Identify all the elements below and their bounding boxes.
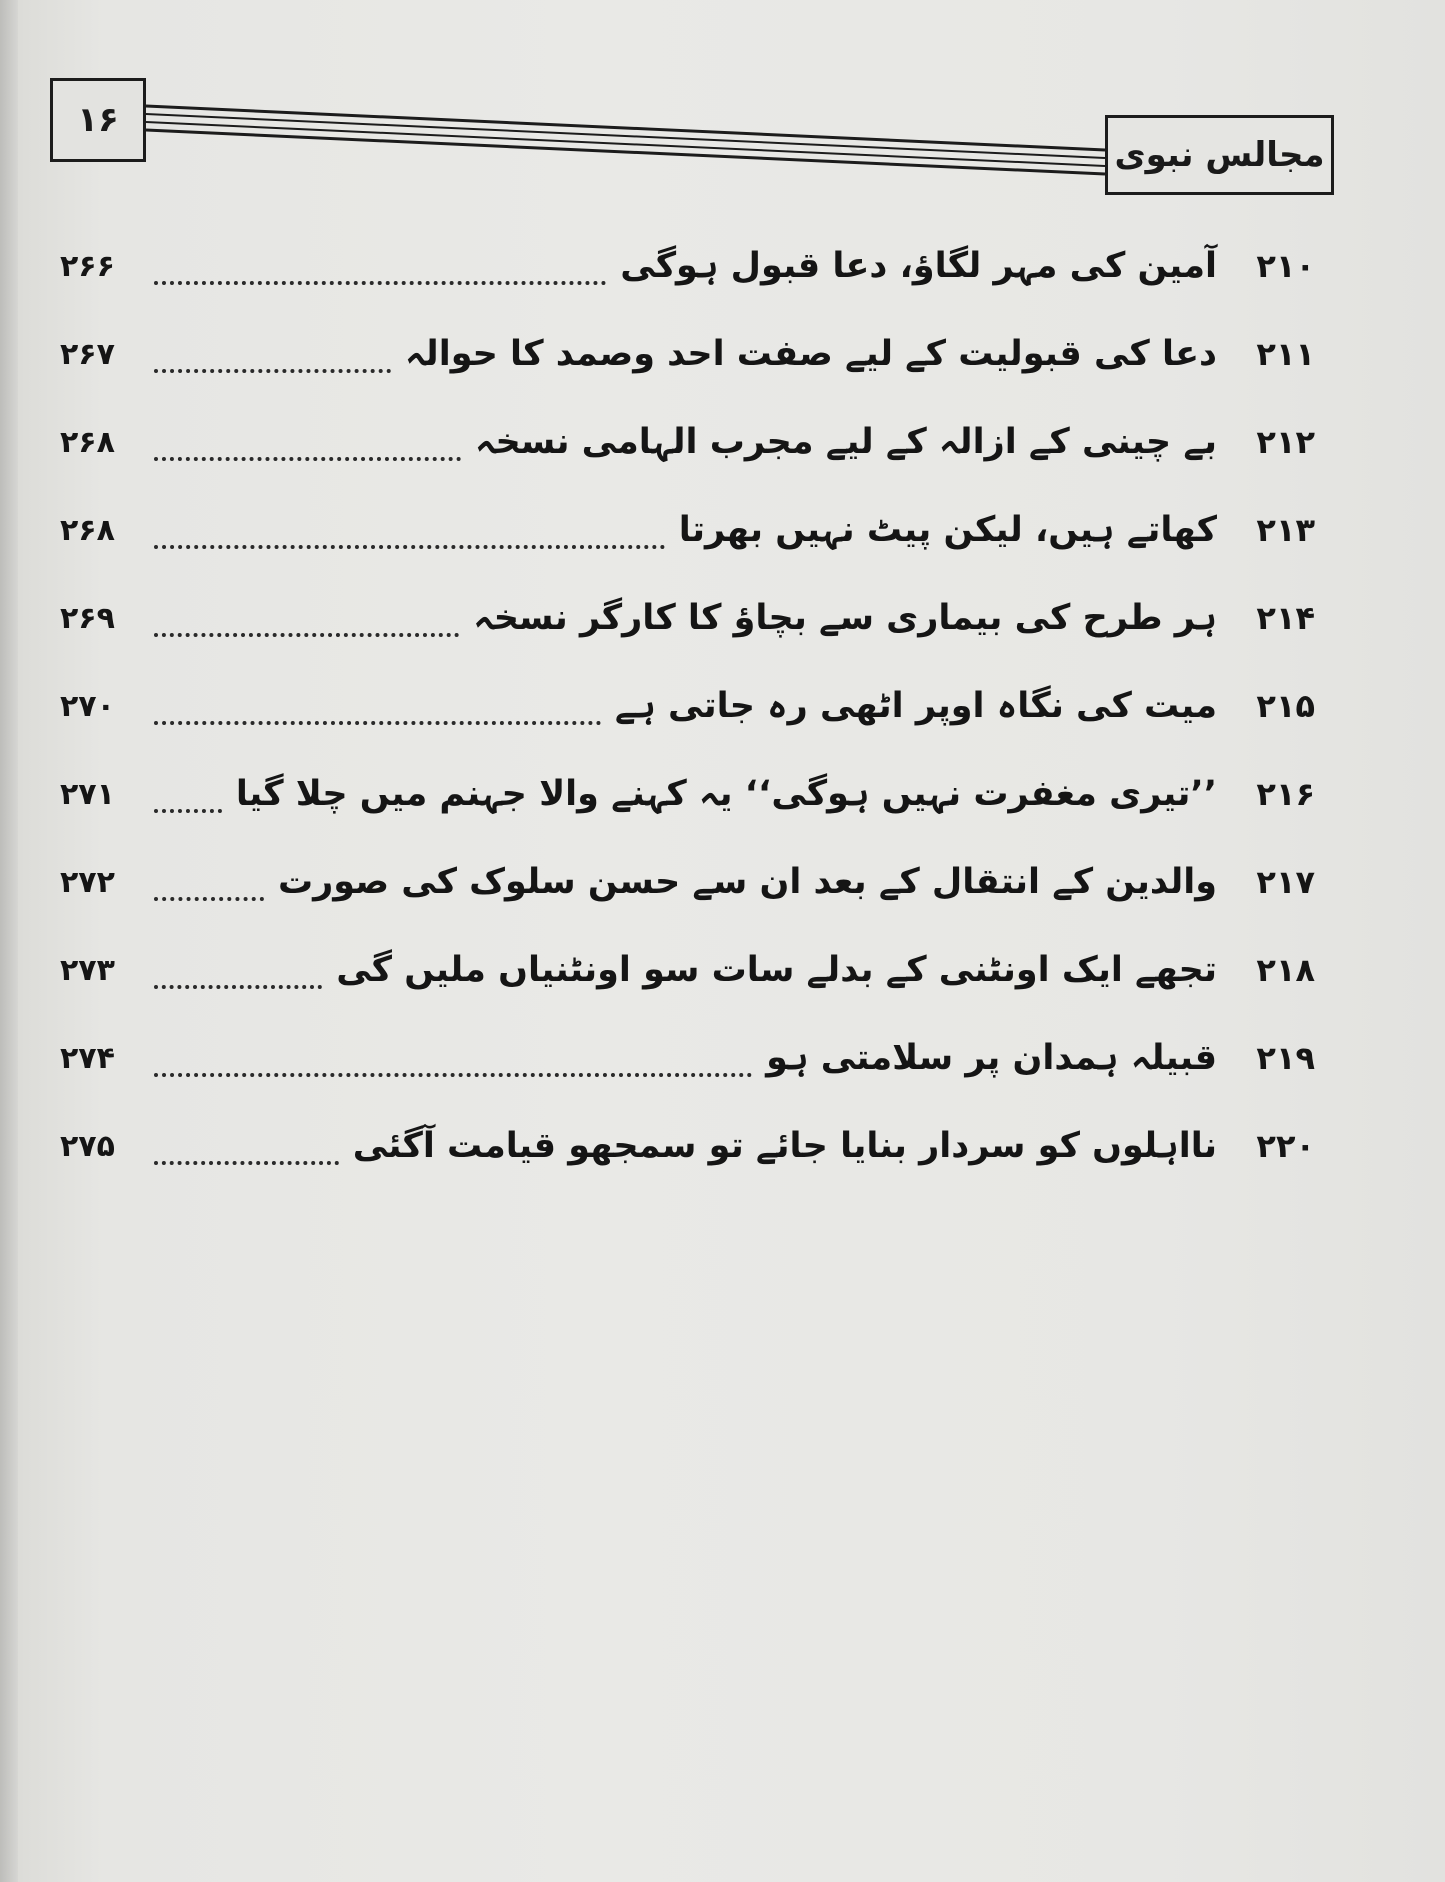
dot-leader (154, 611, 459, 637)
toc-entry-title: والدین کے انتقال کے بعد ان سے حسن سلوک کی صورت (277, 862, 1217, 902)
toc-entry-title: بے چینی کے ازالہ کے لیے مجرب الہامی نسخہ (475, 422, 1217, 462)
toc-entry-page: ۲۶۸ (60, 424, 115, 460)
toc-entry-page: ۲۷۵ (60, 1128, 115, 1164)
toc-entry-number: ۲۱۶ (1256, 775, 1315, 813)
toc-entry-page: ۲۷۲ (60, 864, 115, 900)
toc-entry-number: ۲۱۸ (1256, 951, 1315, 989)
toc-entry (60, 1102, 1315, 1190)
toc-entry (60, 486, 1315, 574)
toc-entry-title: کھاتے ہیں، لیکن پیٹ نہیں بھرتا (678, 510, 1217, 550)
dot-leader (154, 259, 606, 285)
toc-entry-number: ۲۱۰ (1256, 247, 1315, 285)
page-number: ۱۶ (50, 78, 146, 162)
toc-entry-title: تجھے ایک اونٹنی کے بدلے سات سو اونٹنیاں ملیں گی (336, 950, 1217, 990)
toc-entry-title: ’’تیری مغفرت نہیں ہوگی‘‘ یہ کہنے والا جہنم میں چلا گیا (235, 774, 1217, 814)
dot-leader (154, 347, 391, 373)
toc-entry (60, 926, 1315, 1014)
toc-entry-page: ۲۶۹ (60, 600, 115, 636)
toc-entry-title: آمین کی مہر لگاؤ، دعا قبول ہوگی (620, 246, 1217, 286)
toc-entry-page: ۲۶۶ (60, 248, 115, 284)
toc-entry (60, 1014, 1315, 1102)
toc-entry-number: ۲۱۷ (1256, 863, 1315, 901)
toc-entry-title: میت کی نگاہ اوپر اٹھی رہ جاتی ہے (614, 686, 1217, 726)
toc-entry-title: نااہلوں کو سردار بنایا جائے تو سمجھو قیامت آگئی (352, 1126, 1217, 1166)
toc-entry-number: ۲۱۳ (1256, 511, 1315, 549)
toc-entry (60, 574, 1315, 662)
page-edge (0, 0, 18, 1882)
dot-leader (154, 963, 322, 989)
toc-entry-title: ہر طرح کی بیماری سے بچاؤ کا کارگر نسخہ (473, 598, 1217, 638)
dot-leader (154, 1139, 339, 1165)
toc-entry-page: ۲۷۴ (60, 1040, 115, 1076)
toc-entry (60, 750, 1315, 838)
toc-entry (60, 398, 1315, 486)
toc-entry-title: قبیلہ ہمدان پر سلامتی ہو (766, 1038, 1217, 1078)
toc-entry-number: ۲۱۵ (1256, 687, 1315, 725)
dot-leader (154, 787, 222, 813)
toc-entry-page: ۲۶۸ (60, 512, 115, 548)
toc-entry (60, 222, 1315, 310)
toc-entry-page: ۲۷۰ (60, 688, 115, 724)
toc-entry (60, 310, 1315, 398)
dot-leader (154, 699, 601, 725)
dot-leader (154, 875, 264, 901)
toc-entry-number: ۲۱۹ (1256, 1039, 1315, 1077)
toc-entry-number: ۲۱۲ (1256, 423, 1315, 461)
dot-leader (154, 435, 461, 461)
toc-entry-page: ۲۷۳ (60, 952, 115, 988)
toc-entry-number: ۲۱۱ (1256, 335, 1315, 373)
toc-entry (60, 662, 1315, 750)
toc-entry-page: ۲۶۷ (60, 336, 115, 372)
toc-entry (60, 838, 1315, 926)
dot-leader (154, 523, 665, 549)
dot-leader (154, 1051, 752, 1077)
table-of-contents (60, 222, 1315, 1190)
toc-entry-page: ۲۷۱ (60, 776, 115, 812)
toc-entry-title: دعا کی قبولیت کے لیے صفت احد وصمد کا حوالہ (405, 334, 1217, 374)
book-title: مجالس نبوی (1105, 115, 1334, 195)
toc-entry-number: ۲۱۴ (1256, 599, 1315, 637)
toc-entry-number: ۲۲۰ (1256, 1127, 1315, 1165)
